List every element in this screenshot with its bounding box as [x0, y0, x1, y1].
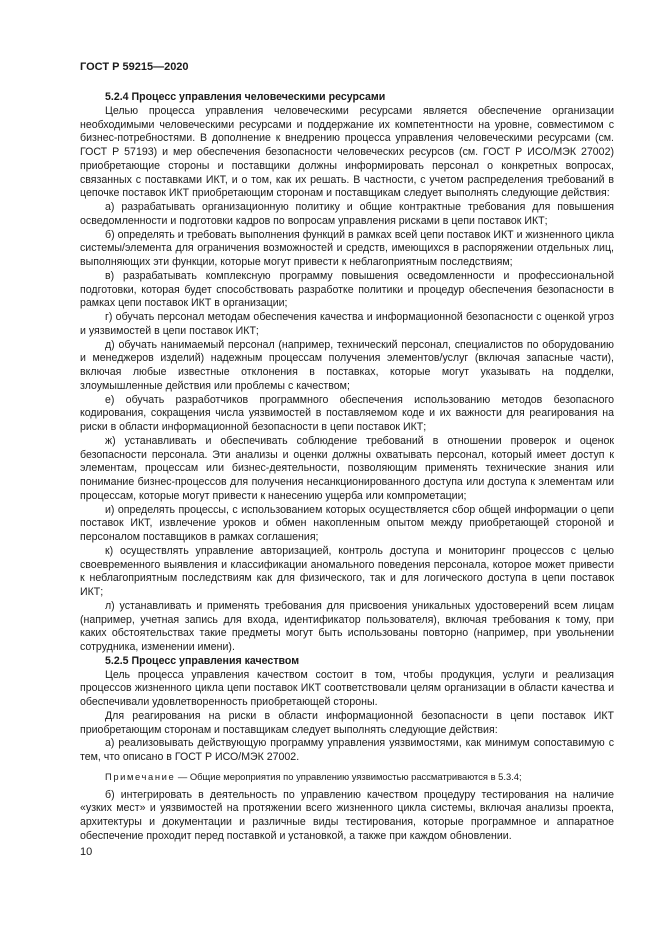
note-text: — Общие мероприятия по управлению уязвимостью рассматриваются в 5.3.4;: [175, 770, 522, 782]
section-5-2-4-intro: Целью процесса управления человеческими ресурсами является обеспечение организации необходимыми человеческими ресурсами и поддержание их компетентности на уровне, совместимом с бизнес-потребностями. В дополнение к внедрению процесса управления человеческими ресурсами (см. ГОСТ Р 57193) и мер обеспечения безопасности человеческих ресурсов (см. ГОСТ Р ИСО/МЭК 27002) приобретающие стороны и поставщики должны информировать персонал о конкретных вопросах, связанных с поставками ИКТ, и о том, как их решать. В частности, с учетом распределения требований в цепочке поставок ИКТ приобретающим сторонам и поставщикам следует выполнять следующие действия:: [80, 104, 614, 200]
list-item-e: е) обучать разработчиков программного обеспечения использованию методов безопасного кодирования, сокращения числа уязвимостей в поставляемом коде и их важности для реагирования на риски в области информационной безопасности в цепи поставок ИКТ;: [80, 393, 614, 433]
list-item-v: в) разрабатывать комплексную программу повышения осведомленности и профессиональной подготовки, которая будет способствовать разработке политики и процедур обеспечения безопасности в рамках цепи поставок ИКТ в организации;: [80, 269, 614, 310]
list-item-l: л) устанавливать и применять требования для присвоения уникальных удостоверений всем лицам (например, учетная запись для входа, идентификатор пользователя), включая требования к тому, при каких обстоятельствах такие предметы могут быть использованы повторно (например, при увольнении сотрудника, изменении имени).: [80, 599, 614, 653]
page-header-standard-id: ГОСТ Р 59215—2020: [80, 61, 189, 73]
list-item-i: и) определять процессы, с использованием которых осуществляется сбор общей информации о цепи поставок ИКТ, извлечение уроков и обмен накопленным опытом между приобретающей стороной и персоналом поставщиков в рамках соглашения;: [80, 503, 614, 543]
section-5-2-5-item-a: а) реализовывать действующую программу управления уязвимостями, как минимум сопоставимую с тем, что описано в ГОСТ Р ИСО/МЭК 27002.: [80, 737, 614, 763]
note-label: Примечание: [105, 770, 176, 782]
list-item-k: к) осуществлять управление авторизацией, контроль доступа и мониторинг процессов с целью своевременного выявления и классификации аномального поведения персонала, которое может привести к неблагоприятным последствиям как для физического, так и для логического доступа в цепи поставок ИКТ;: [80, 544, 614, 598]
list-item-d: д) обучать нанимаемый персонал (например, технический персонал, специалистов по оборудованию и менеджеров изделий) надежным процессам получения элементов/услуг (включая запасные части), включая любые известные отклонения в поставках, которые могут указывать на подделки, злоумышленные действия или проблемы с качеством;: [80, 338, 614, 392]
section-5-2-5-para-1: Цель процесса управления качеством состоит в том, чтобы продукция, услуги и реализация процессов жизненного цикла цепи поставок ИКТ соответствовали целям организации в области качества и обеспечивали удовлетворенность приобретающей стороны.: [80, 668, 614, 708]
section-5-2-5-para-2: Для реагирования на риски в области информационной безопасности в цепи поставок ИКТ приобретающим сторонам и поставщикам следует выполнять следующие действия:: [80, 709, 614, 736]
list-item-a: а) разрабатывать организационную политику и общие контрактные требования для повышения осведомленности и подготовки кадров по вопросам управления рисками в цепи поставок ИКТ;: [80, 201, 614, 227]
list-item-zh: ж) устанавливать и обеспечивать соблюдение требований в отношении проверок и оценок безопасности персонала. Эти анализы и оценки должны охватывать персонал, который имеет доступ к элементам, процессам или бизнес-деятельности, позволяющим применять технические знания или понимание бизнес-процессов для получения несанкционированного доступа или доступа к элементам или процессам, которые могут привести к нанесению ущерба или компрометации;: [80, 434, 614, 502]
section-5-2-5-item-b: б) интегрировать в деятельность по управлению качеством процедуру тестирования на наличие «узких мест» и уязвимостей на протяжении всего жизненного цикла системы, включая анализы проекта, архитектуры и документации и различные виды тестирования, которые программное и аппаратное обеспечение проходит перед поставкой и установкой, а также при каждом обновлении.: [80, 788, 614, 842]
page-number: 10: [80, 846, 93, 858]
list-item-g: г) обучать персонал методам обеспечения качества и информационной безопасности с оценкой угроз и уязвимостей в цепи поставок ИКТ;: [80, 311, 614, 337]
document-body: [80, 91, 614, 844]
note: [80, 770, 614, 784]
section-5-2-4-heading: 5.2.4 Процесс управления человеческими ресурсами: [105, 91, 386, 103]
list-item-b: б) определять и требовать выполнения функций в рамках всей цепи поставок ИКТ и жизненного цикла системы/элемента для ограничения возможностей и средств, имеющихся в распоряжении отдельных лиц, выполняющих эти функции, которые могут привести к неблагоприятным последствиям;: [80, 228, 614, 268]
section-5-2-5-heading: 5.2.5 Процесс управления качеством: [105, 654, 300, 667]
